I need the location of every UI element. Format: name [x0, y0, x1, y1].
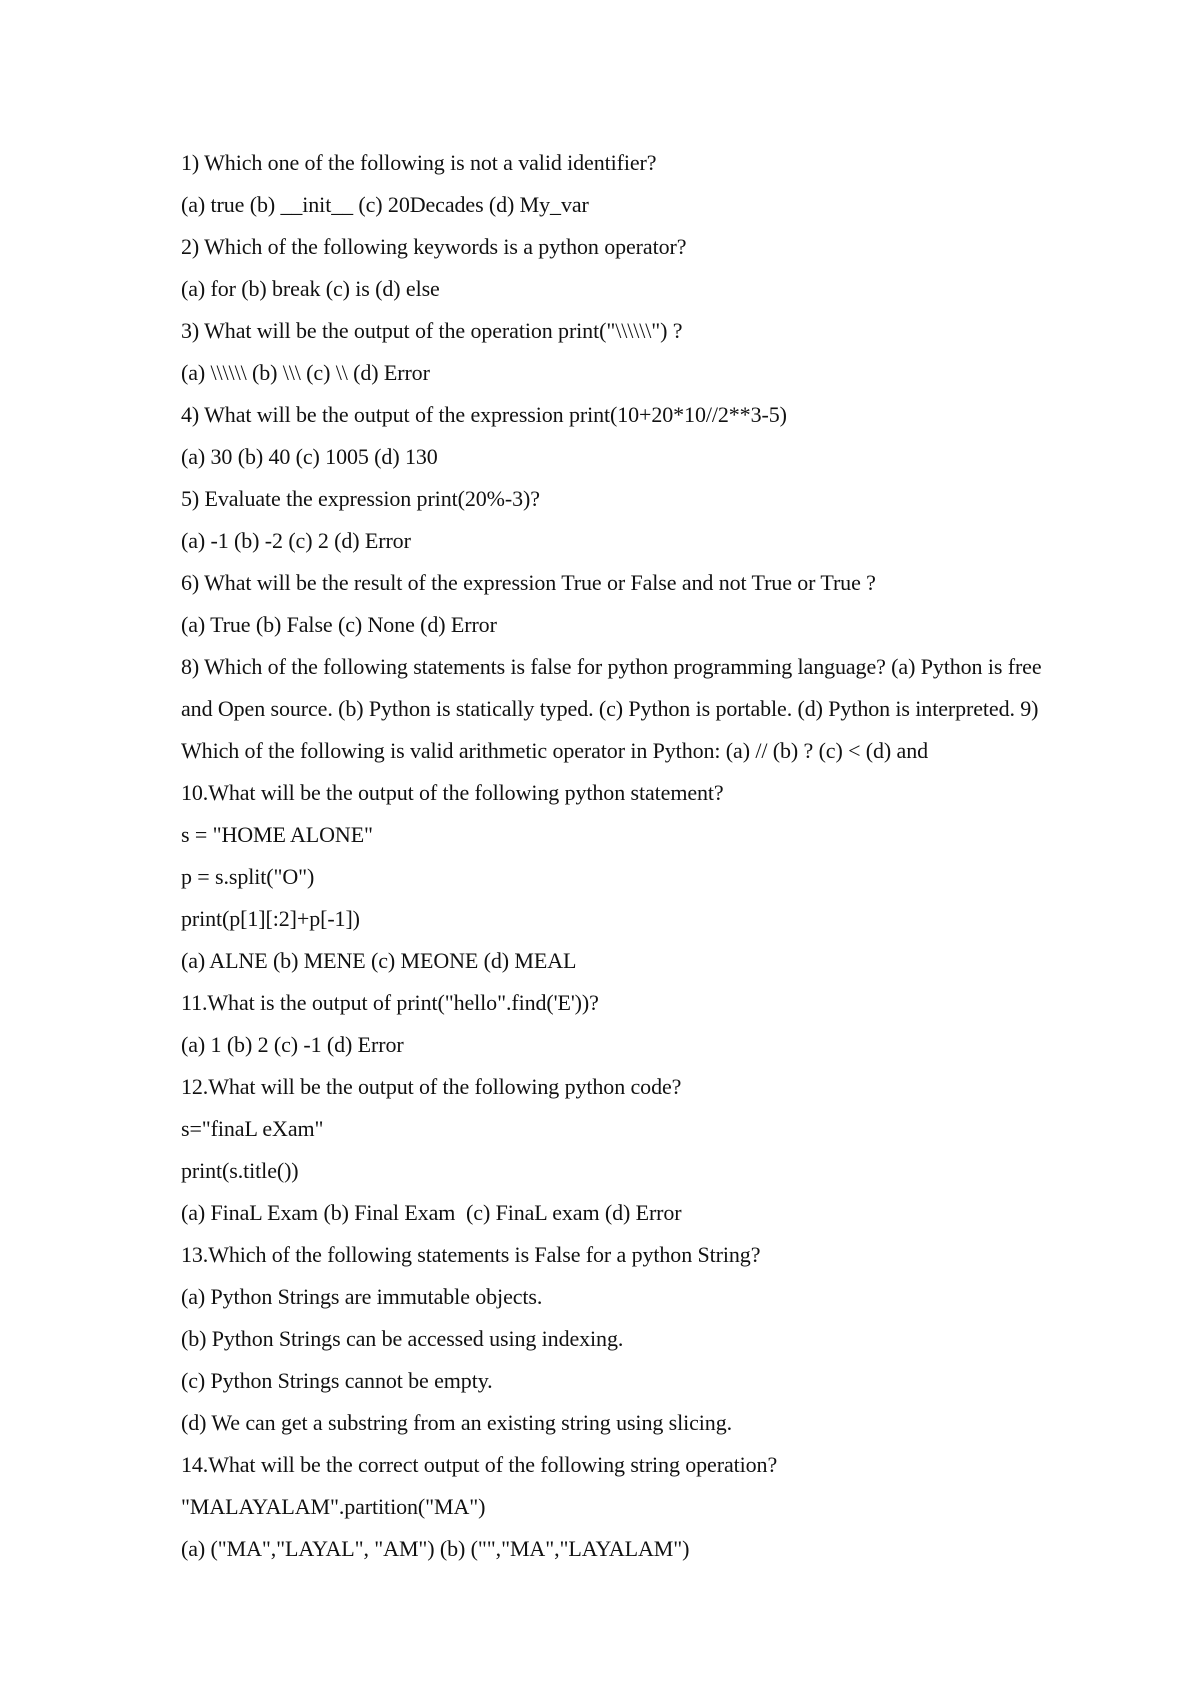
question-8-line-1: 8) Which of the following statements is false for python programming language? (a) Python is free — [181, 654, 1042, 679]
question-4: 4) What will be the output of the expression print(10+20*10//2**3-5) — [181, 402, 787, 427]
question-13-option-c: (c) Python Strings cannot be empty. — [181, 1368, 493, 1393]
question-6: 6) What will be the result of the expression True or False and not True or True ? — [181, 570, 876, 595]
question-5-options: (a) -1 (b) -2 (c) 2 (d) Error — [181, 528, 411, 553]
question-12-code-line-1: s="finaL eXam" — [181, 1116, 324, 1141]
question-12-code-line-2: print(s.title()) — [181, 1158, 299, 1183]
question-9: Which of the following is valid arithmetic operator in Python: (a) // (b) ? (c) < (d) and — [181, 738, 929, 763]
question-10-code-line-3: print(p[1][:2]+p[-1]) — [181, 906, 360, 931]
question-10: 10.What will be the output of the following python statement? — [181, 780, 724, 805]
question-10-options: (a) ALNE (b) MENE (c) MEONE (d) MEAL — [181, 948, 577, 973]
question-3-options: (a) \\\\\\ (b) \\\ (c) \\ (d) Error — [181, 360, 430, 385]
question-10-code-line-1: s = "HOME ALONE" — [181, 822, 373, 847]
question-3: 3) What will be the output of the operation print("\\\\\\") ? — [181, 318, 683, 343]
question-14-code: "MALAYALAM".partition("MA") — [181, 1494, 486, 1519]
question-2: 2) Which of the following keywords is a python operator? — [181, 234, 687, 259]
question-10-code-line-2: p = s.split("O") — [181, 864, 315, 889]
question-4-options: (a) 30 (b) 40 (c) 1005 (d) 130 — [181, 444, 438, 469]
question-6-options: (a) True (b) False (c) None (d) Error — [181, 612, 497, 637]
question-5: 5) Evaluate the expression print(20%-3)? — [181, 486, 540, 511]
question-8-line-2: and Open source. (b) Python is statically typed. (c) Python is portable. (d) Python is interpreted. 9) — [181, 696, 1039, 721]
question-11-options: (a) 1 (b) 2 (c) -1 (d) Error — [181, 1032, 404, 1057]
question-11: 11.What is the output of print("hello".find('E'))? — [181, 990, 599, 1015]
question-2-options: (a) for (b) break (c) is (d) else — [181, 276, 440, 301]
question-14-options: (a) ("MA","LAYAL", "AM") (b) ("","MA","LAYALAM") — [181, 1536, 690, 1561]
question-14: 14.What will be the correct output of the following string operation? — [181, 1452, 778, 1477]
question-1: 1) Which one of the following is not a valid identifier? — [181, 150, 657, 175]
question-1-options: (a) true (b) __init__ (c) 20Decades (d) My_var — [181, 192, 589, 217]
question-13-option-b: (b) Python Strings can be accessed using indexing. — [181, 1326, 624, 1351]
question-13-option-a: (a) Python Strings are immutable objects. — [181, 1284, 543, 1309]
question-12: 12.What will be the output of the following python code? — [181, 1074, 682, 1099]
question-13: 13.Which of the following statements is False for a python String? — [181, 1242, 761, 1267]
question-13-option-d: (d) We can get a substring from an existing string using slicing. — [181, 1410, 733, 1435]
question-12-options: (a) FinaL Exam (b) Final Exam (c) FinaL exam (d) Error — [181, 1200, 682, 1225]
question-list — [181, 142, 1161, 1570]
